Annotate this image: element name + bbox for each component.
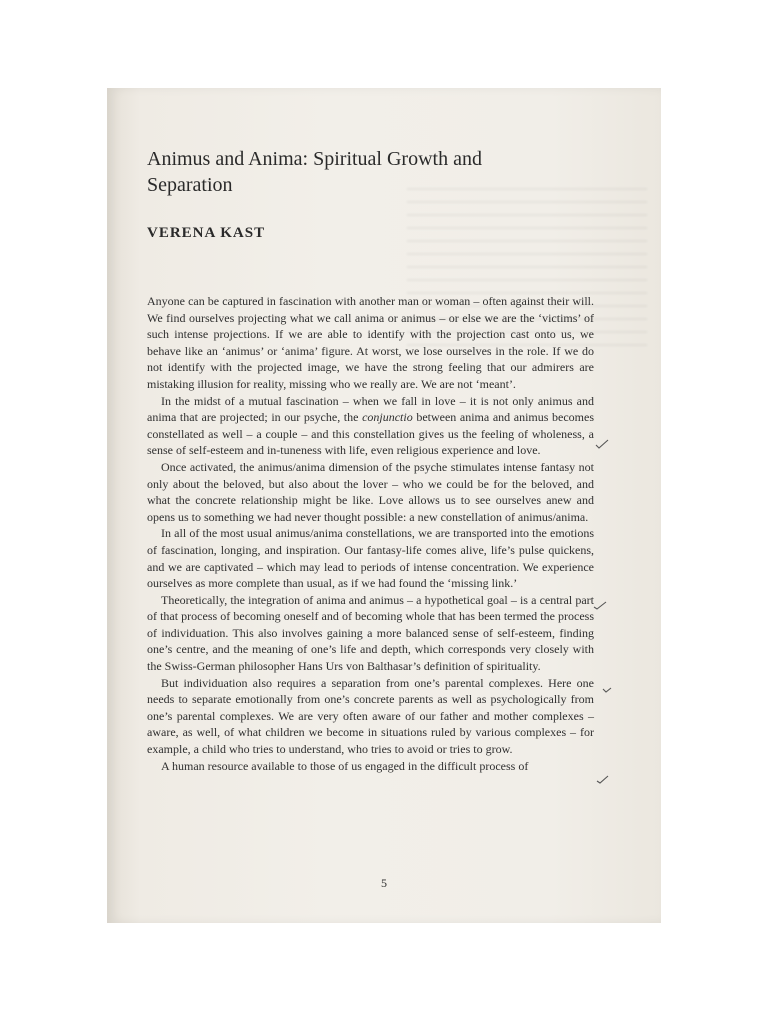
italic-term: conjunctio <box>362 410 413 425</box>
article-author: VERENA KAST <box>147 225 266 241</box>
article-body <box>147 293 594 774</box>
paragraph-6: But individuation also requires a separation from one’s parental complexes. Here one needs to separate emotionally from one’s concrete parents as well as psychologically from one’s parental complexes. We are very often aware of our father and mother complexes – aware, as well, of what children we become in situations ruled by various complexes – for example, a child who tries to understand, who tries to avoid or tries to grow. <box>147 675 594 757</box>
paragraph-2: In the midst of a mutual fascination – when we fall in love – it is not only animus and anima that are projected; in our psyche, the conjunctio between anima and animus becomes constellated as well – a couple – and this constellation gives us the feeling of wholeness, a sense of self-esteem and in-tuneness with life, even religious experience and love. <box>147 393 594 458</box>
pencil-check-mark-icon <box>596 773 610 785</box>
paragraph-4: In all of the most usual animus/anima constellations, we are transported into the emotions of fascination, longing, and inspiration. Our fantasy-life comes alive, life’s pulse quickens, and we are captivated – which may lead to periods of intense concentration. We experience ourselves as more complete than usual, as if we had found the ‘missing link.’ <box>147 526 594 591</box>
article-title: Animus and Anima: Spiritual Growth and Separation <box>147 148 482 196</box>
pencil-check-mark-icon <box>593 599 607 611</box>
page-number: 5 <box>381 876 387 890</box>
paragraph-3: Once activated, the animus/anima dimension of the psyche stimulates intense fantasy not only about the beloved, but also about the lover – who we could be for the beloved, and what the concrete relationship might be like. Love allows us to see ourselves anew and opens us to something we had never thought possible: a new constellation of animus/anima. <box>147 459 594 524</box>
book-page <box>107 88 661 923</box>
paragraph-7: A human resource available to those of us engaged in the difficult process of <box>161 758 529 773</box>
paragraph-5: Theoretically, the integration of anima and animus – a hypothetical goal – is a central part of that process of becoming oneself and of becoming whole that has been termed the process of individuation. This also involves gaining a more balanced sense of self-esteem, finding one’s centre, and the meaning of one’s life and depth, which corresponds very closely with the Swiss-German philosopher Hans Urs von Balthasar’s definition of spirituality. <box>147 592 594 674</box>
pencil-check-mark-icon <box>602 684 616 696</box>
pencil-check-mark-icon <box>595 438 609 450</box>
paragraph-1: Anyone can be captured in fascination with another man or woman – often against their will. We find ourselves projecting what we call anima or animus – or else we are the ‘victims’ of such intense projections. If we are able to identify with the projection cast onto us, we behave like an ‘animus’ or ‘anima’ figure. At worst, we lose ourselves in the role. If we do not identify with the projected image, we have the strong feeling that our admirers are mistaking illusion for reality, missing who we really are. We are not ‘meant’. <box>147 294 594 391</box>
